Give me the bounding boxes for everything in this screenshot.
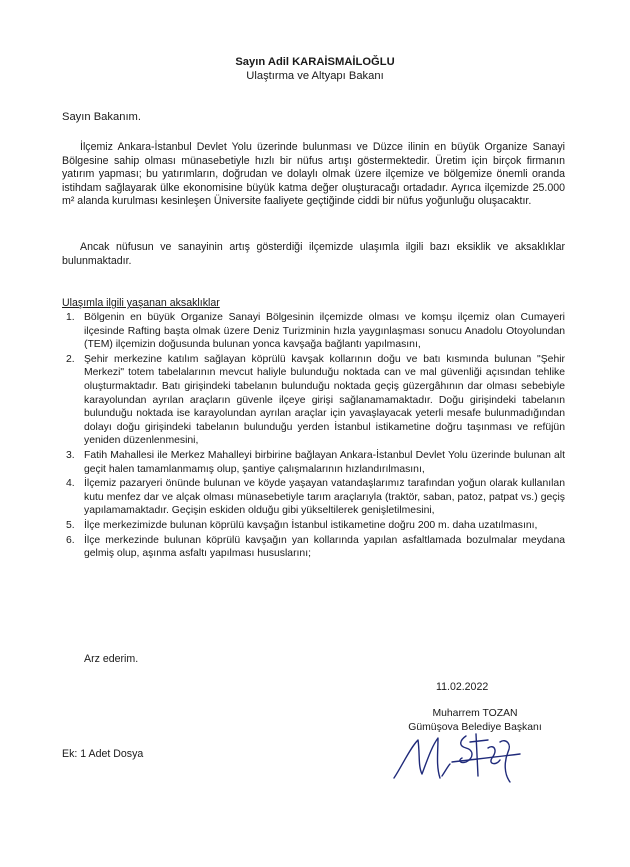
handwritten-signature xyxy=(388,718,528,788)
item-number: 1. xyxy=(66,312,75,323)
item-text: Şehir merkezine katılım sağlayan köprülü kavşak kollarının doğu ve batı kısmında bulunan "Şehir Merkezi" totem tabelalarının mevcut haliyle bulunduğu noktada can ve mal güvenliği açısından tehlike oluşturmaktadır. Batı girişindeki tabelanın bulunduğu noktada geçiş güzergâhının dar olması sebebiyle karayolundan ayrılan araçların güvenle ilçeye girişi sağlanamamaktadır. Doğu girişindeki tabelanın bulunduğu noktada ise karayolundan ayrılan araçlar için yavaşlayacak yeterli mesafe bulunmadığından dolayı doğu girişindeki tabelanın bulunduğu yerden İstanbul istikametine doğru taşınması ve refüjün yeniden düzenlenmesini, xyxy=(84,353,565,447)
closing-text: Arz ederim. xyxy=(84,653,139,665)
item-text: Bölgenin en büyük Organize Sanayi Bölgesinin ilçemizde olması ve komşu ilçemiz olan Cumayeri ilçesinde Rafting başta olmak üzere Deniz Turizminin hızla yaygınlaşması sonucu Anadolu Otoyolundan (TEM) ilçemizin doğusunda bulunan yonca kavşağa bağlantı yapılmasını, xyxy=(84,312,565,351)
recipient-title: Ulaştırma ve Altyapı Bakanı xyxy=(246,70,384,82)
salutation: Sayın Bakanım. xyxy=(62,111,141,123)
list-item xyxy=(62,534,565,561)
problem-paragraph: Ancak nüfusun ve sanayinin artış gösterdiği ilçemizde ulaşımla ilgili bazı eksiklik ve aksaklıklar bulunmaktadır. xyxy=(62,241,565,267)
item-number: 4. xyxy=(66,478,75,490)
item-text: İlçe merkezimizde bulunan köprülü kavşağın İstanbul istikametine doğru 200 m. daha uzatılmasını, xyxy=(84,519,538,531)
list-item xyxy=(62,477,565,518)
signer-title: Gümüşova Belediye Başkanı xyxy=(408,722,542,733)
recipient-name: Sayın Adil KARAİSMAİLOĞLU xyxy=(235,56,395,68)
intro-paragraph: İlçemiz Ankara-İstanbul Devlet Yolu üzerinde bulunması ve Düzce ilinin en büyük Organize Sanayi Bölgesine sahip olması münasebetiyle hızlı bir nüfus artışı göstermektedir. Üretim için birçok firmanın yatırım yapması; bu yatırımların, doğrudan ve dolaylı olmak üzere ilçemize ve bölgemize önemli oranda istihdam sağlayarak ülke ekonomisine büyük katma değer oluşturacağı ortadadır. Ayrıca ilçemizde 25.000 m² alanda kurulması kesinleşen Üniversite faaliyete geçtiğinde ciddi bir nüfus yoğunluğu oluşacaktır. xyxy=(62,141,565,208)
item-number: 6. xyxy=(66,534,75,546)
section-heading: Ulaşımla ilgili yaşanan aksaklıklar xyxy=(62,297,220,309)
issues-list xyxy=(62,311,565,562)
attachment-note: Ek: 1 Adet Dosya xyxy=(62,748,144,760)
item-text: İlçe merkezinde bulunan köprülü kavşağın yan kollarında yapılan asfaltlamada bozulmalar meydana gelmiş olup, aşınma asfaltı yapılması hususlarını; xyxy=(84,534,565,560)
list-item xyxy=(62,353,565,448)
item-number: 5. xyxy=(66,519,75,531)
signer-name: Muharrem TOZAN xyxy=(432,708,518,719)
item-number: 3. xyxy=(66,449,75,461)
letter-date: 11.02.2022 xyxy=(436,681,489,693)
list-item xyxy=(62,311,565,352)
item-number: 2. xyxy=(66,353,75,365)
list-item xyxy=(62,449,565,476)
recipient-header xyxy=(0,56,630,83)
item-text: Fatih Mahallesi ile Merkez Mahalleyi birbirine bağlayan Ankara-İstanbul Devlet Yolu üzerinde bulunan alt geçit halen tamamlanmamış olup, şantiye çalışmalarının hızlandırılmasını, xyxy=(84,449,565,475)
item-text: İlçemiz pazaryeri önünde bulunan ve köyde yaşayan vatandaşlarımız tarafından yoğun olarak kullanılan kutu menfez dar ve alçak olması münasebetiyle tarım araçlarıyla (traktör, saban, patoz, patpat vs.) geçiş yapılamamaktadır. Geçişin eskiden olduğu gibi yükseltilerek genişletilmesini, xyxy=(84,478,565,517)
list-item xyxy=(62,519,565,533)
